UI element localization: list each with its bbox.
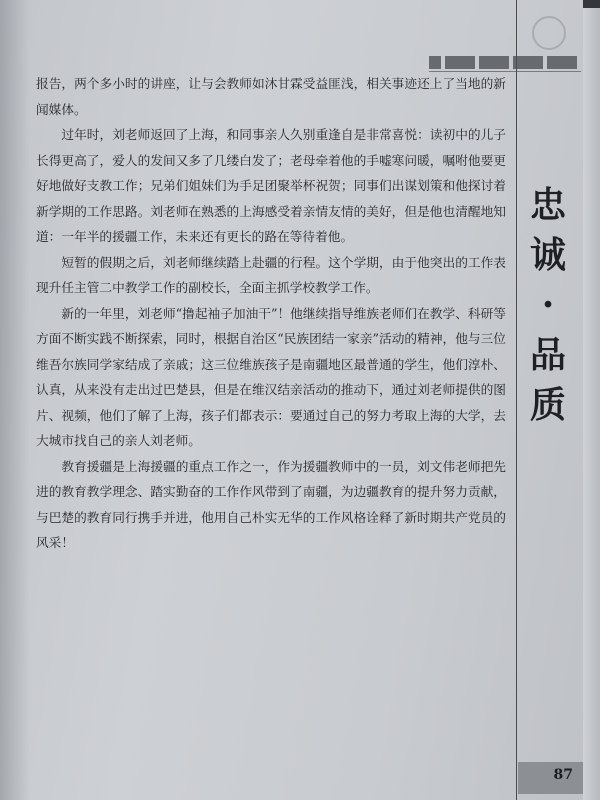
paragraph: 新的一年里，刘老师“撸起袖子加油干”！他继续指导维族老师们在教学、科研等方面不断实践不断探索，同时，根据自治区“民族团结一家亲”活动的精神，他与三位维吾尔族同学家结成了亲戚；这三位维族孩子是南疆地区最普通的学生，他们淳朴、认真，从来没有走出过巴楚县，但是在维汉结亲活动的推动下，通过刘老师提供的图片、视频，他们了解了上海，孩子们都表示：要通过自己的努力考取上海的大学，去大城市找自己的亲人刘老师。 [36, 305, 506, 448]
header-block [429, 56, 441, 69]
header-block [513, 56, 543, 69]
side-title-char: 质 [529, 384, 566, 426]
page-number-tab [518, 762, 583, 794]
gutter-shadow [0, 0, 30, 800]
paragraph: 报告，两个多小时的讲座，让与会教师如沐甘霖受益匪浅，相关事迹还上了当地的新闻媒体。 [36, 76, 506, 117]
paragraph: 教育援疆是上海援疆的重点工作之一，作为援疆教师中的一员，刘文伟老师把先进的教育教学理念、踏实勤奋的工作作风带到了南疆，为边疆教育的提升努力贡献，与巴楚的教育同行携手并进，他用自己朴实无华的工作风格诠释了新时期共产党员的风采！ [36, 458, 506, 550]
paragraph: 过年时，刘老师返回了上海，和同事亲人久别重逢自是非常喜悦：读初中的儿子长得更高了，爱人的发间又多了几缕白发了；老母牵着他的手嘘寒问暖，嘱咐他要更好地做好支教工作；兄弟们姐妹们为手足团聚举杯祝贺；同事们出谋划策和他探讨着新学期的工作思路。刘老师在熟悉的上海感受着亲情友情的美好，但是他也清醒地知道：一年半的援疆工作，未来还有更长的路在等待着他。 [36, 127, 506, 244]
side-title-char: 诚 [529, 234, 566, 276]
margin-divider [516, 0, 517, 800]
section-side-title [525, 180, 571, 430]
page-number: 87 [553, 767, 573, 783]
header-ornament [429, 56, 577, 69]
side-title-char: 品 [529, 334, 566, 376]
body-text [36, 71, 506, 556]
side-title-char: 忠 [529, 184, 566, 226]
side-title-char: · [541, 284, 555, 326]
header-block [479, 56, 509, 69]
header-block [547, 56, 577, 69]
corner-ornament [532, 16, 566, 50]
header-block [445, 56, 475, 69]
paragraph: 短暂的假期之后，刘老师继续踏上赴疆的行程。这个学期，由于他突出的工作表现升任主管二中教学工作的副校长，全面主抓学校教学工作。 [36, 254, 506, 295]
